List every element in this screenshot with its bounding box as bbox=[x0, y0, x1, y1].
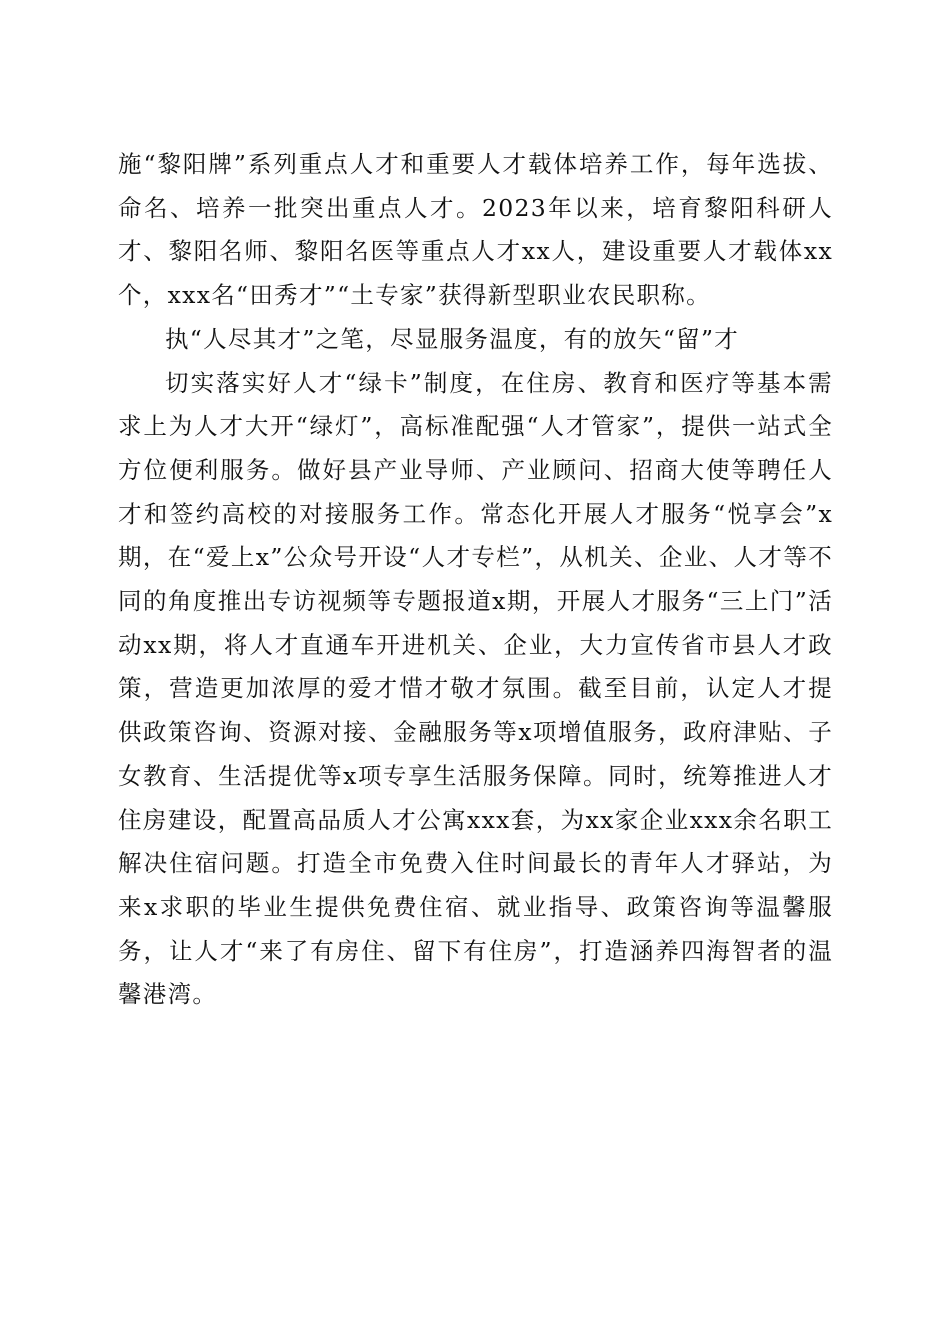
section-heading: 执“人尽其才”之笔，尽显服务温度，有的放矢“留”才 bbox=[165, 324, 740, 353]
paragraph-continuation: 施“黎阳牌”系列重点人才和重要人才载体培养工作，每年选拔、命名、培养一批突出重点人才。2023年以来，培育黎阳科研人才、黎阳名师、黎阳名医等重点人才xx人，建设重要人才载体xx个，xxx名“田秀才”“土专家”获得新型职业农民职称。 bbox=[118, 150, 833, 310]
paragraph-talent-services: 切实落实好人才“绿卡”制度，在住房、教育和医疗等基本需求上为人才大开“绿灯”，高标准配强“人才管家”，提供一站式全方位便利服务。做好县产业导师、产业顾问、招商大使等聘任人才和签约高校的对接服务工作。常态化开展人才服务“悦享会”x期，在“爱上x”公众号开设“人才专栏”，从机关、企业、人才等不同的角度推出专访视频等专题报道x期，开展人才服务“三上门”活动xx期，将人才直通车开进机关、企业，大力宣传省市县人才政策，营造更加浓厚的爱才惜才敬才氛围。截至目前，认定人才提供政策咨询、资源对接、金融服务等x项增值服务，政府津贴、子女教育、生活提优等x项专享生活服务保障。同时，统筹推进人才住房建设，配置高品质人才公寓xxx套，为xx家企业xxx余名职工解决住宿问题。打造全市免费入住时间最长的青年人才驿站，为来x求职的毕业生提供免费住宿、就业指导、政策咨询等温馨服务，让人才“来了有房住、留下有住房”，打造涵养四海智者的温馨港湾。 bbox=[118, 368, 833, 1009]
document-body bbox=[118, 143, 833, 1017]
